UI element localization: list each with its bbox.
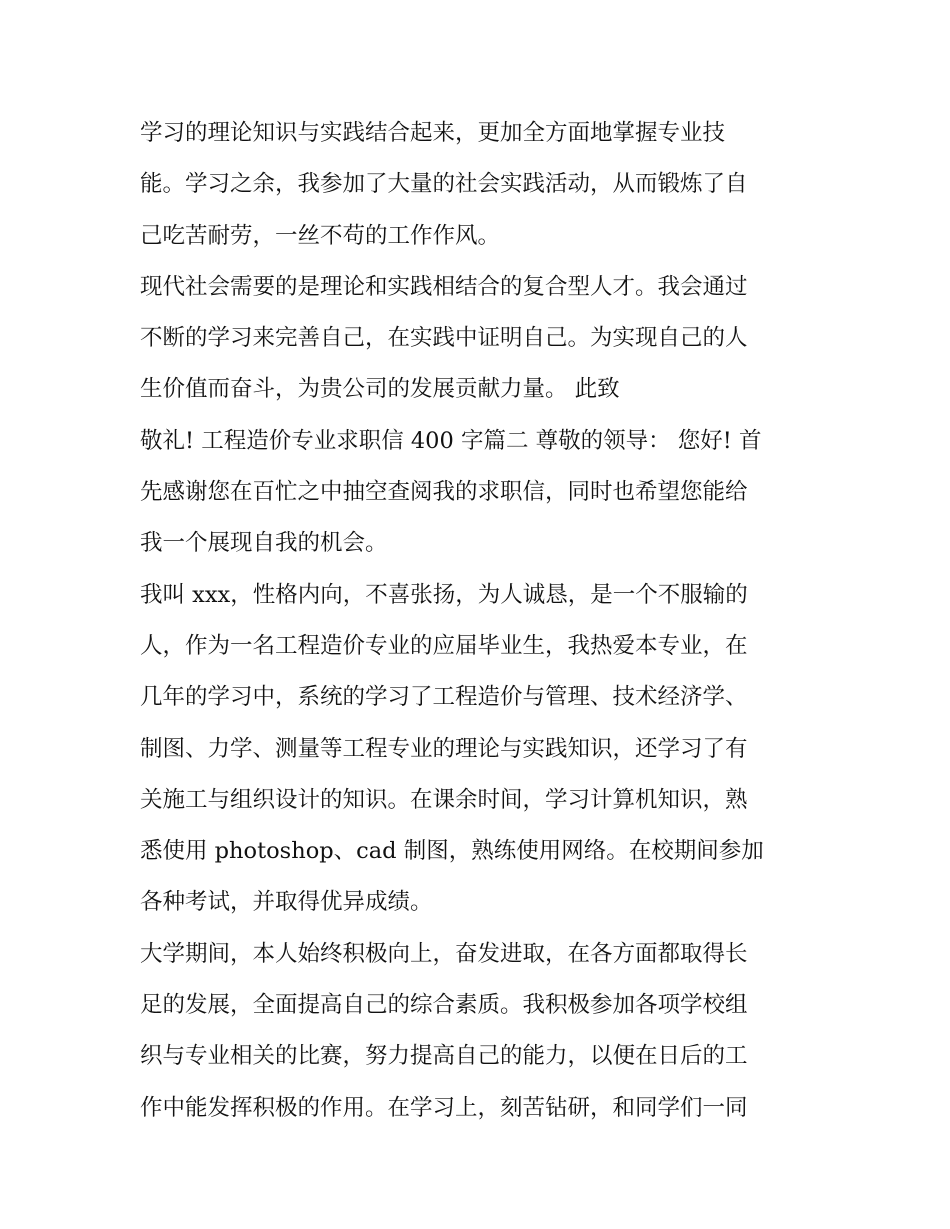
- text-line: 悉使用 photoshop、cad 制图，熟练使用网络。在校期间参加: [140, 838, 764, 865]
- text-line: 生价值而奋斗，为贵公司的发展贡献力量。 此致: [140, 376, 620, 403]
- text-line: 各种考试，并取得优异成绩。: [140, 889, 433, 916]
- text-line: 制图、力学、测量等工程专业的理论与实践知识，还学习了有: [140, 735, 748, 762]
- text-line: 人，作为一名工程造价专业的应届毕业生，我热爱本专业，在: [140, 632, 748, 659]
- text-line: 足的发展，全面提高自己的综合素质。我积极参加各项学校组: [140, 992, 748, 1019]
- text-line: 我叫 xxx，性格内向，不喜张扬，为人诚恳，是一个不服输的: [140, 581, 748, 608]
- text-line: 现代社会需要的是理论和实践相结合的复合型人才。我会通过: [140, 273, 748, 300]
- text-line: 先感谢您在百忙之中抽空查阅我的求职信，同时也希望您能给: [140, 479, 748, 506]
- text-line: 几年的学习中，系统的学习了工程造价与管理、技术经济学、: [140, 684, 748, 711]
- text-line: 关施工与组织设计的知识。在课余时间，学习计算机知识，熟: [140, 786, 748, 813]
- text-line: 织与专业相关的比赛，努力提高自己的能力，以便在日后的工: [140, 1043, 748, 1070]
- text-line: 能。学习之余，我参加了大量的社会实践活动，从而锻炼了自: [140, 171, 748, 198]
- text-line: 敬礼! 工程造价专业求职信 400 字篇二 尊敬的领导： 您好! 首: [140, 427, 762, 454]
- text-line: 己吃苦耐劳，一丝不苟的工作作风。: [140, 222, 501, 249]
- text-line: 学习的理论知识与实践结合起来，更加全方面地掌握专业技: [140, 120, 726, 146]
- document-body: [140, 108, 820, 1134]
- text-line: 我一个展现自我的机会。: [140, 530, 388, 557]
- text-line: 作中能发挥积极的作用。在学习上，刻苦钻研，和同学们一同: [140, 1094, 748, 1121]
- text-line: 大学期间，本人始终积极向上，奋发进取，在各方面都取得长: [140, 940, 748, 967]
- text-line: 不断的学习来完善自己，在实践中证明自己。为实现自己的人: [140, 325, 748, 352]
